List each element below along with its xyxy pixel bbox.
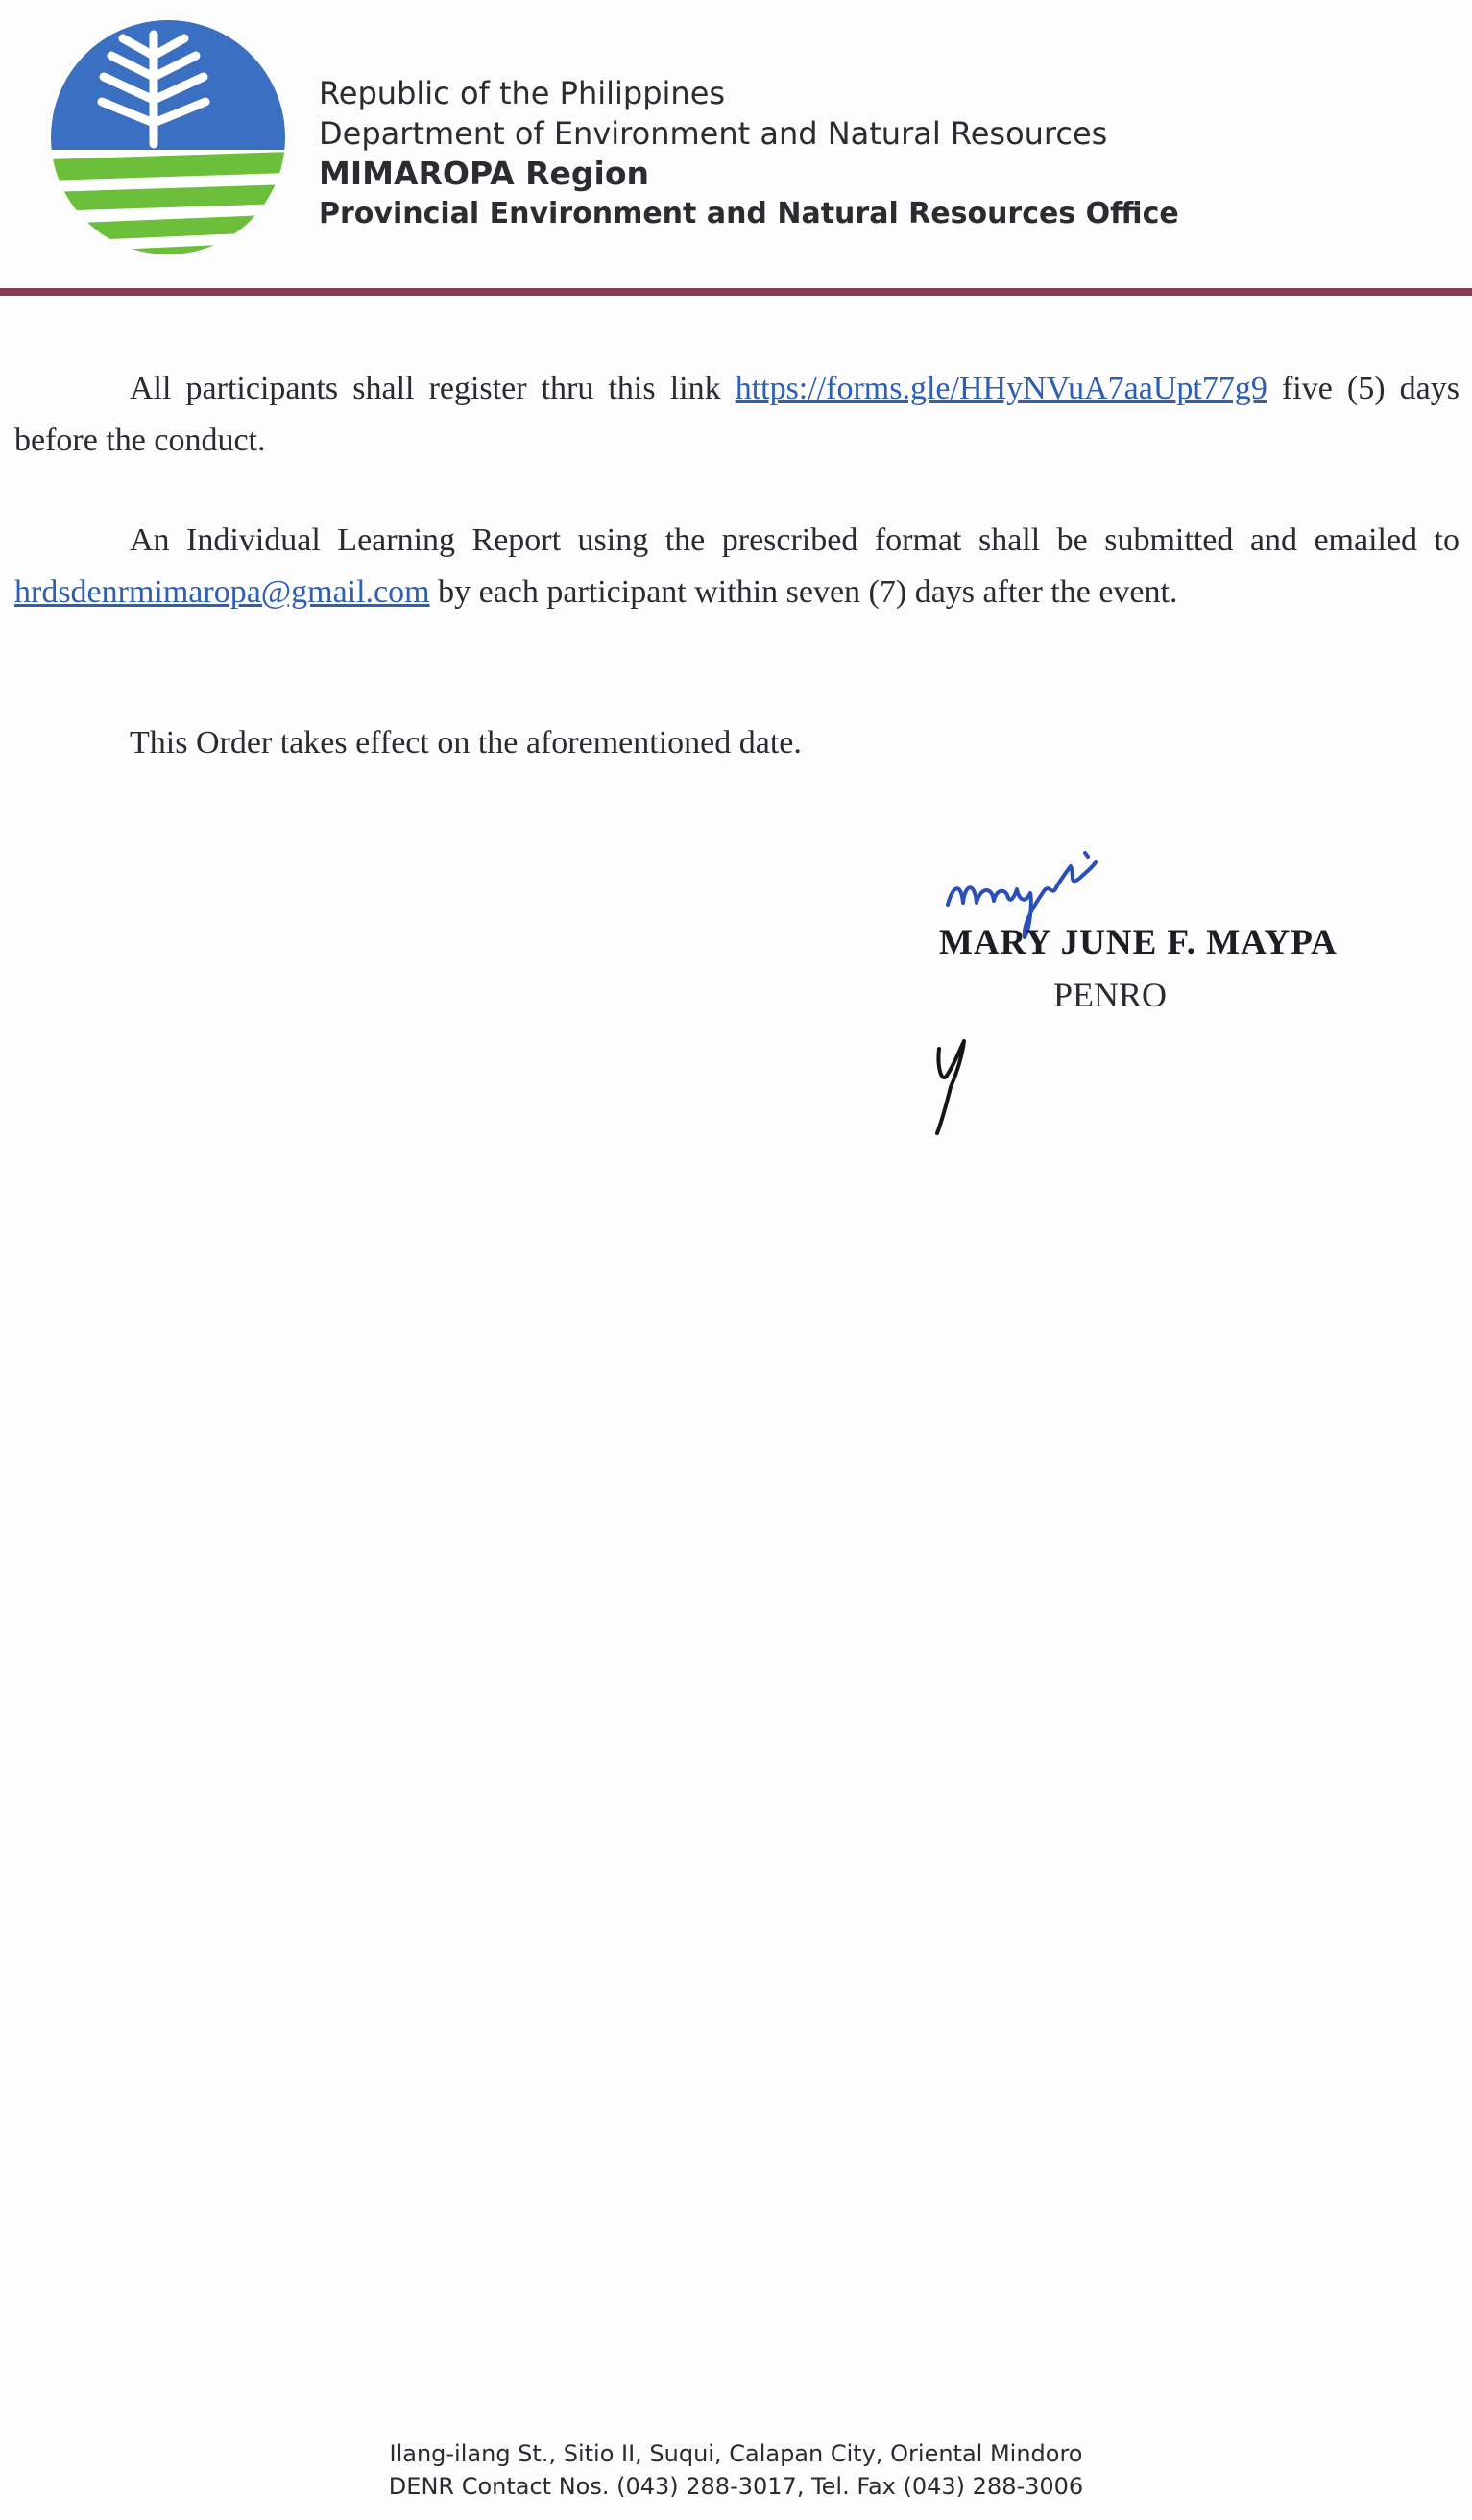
para1-text-after-link: five (5) days before the conduct. (14, 371, 1460, 458)
agency-name-block (319, 73, 1179, 234)
denr-logo (48, 17, 288, 257)
agency-line-region: MIMAROPA Region (319, 155, 650, 192)
handwritten-initial (922, 1028, 979, 1138)
agency-line-republic: Republic of the Philippines (319, 75, 726, 111)
para2-text-before-email: An Individual Learning Report using the prescribed format shall be submitted and emailed to (130, 522, 1460, 558)
signatory-title: PENRO (1053, 976, 1168, 1014)
footer-address: Ilang-ilang St., Sitio II, Suqui, Calapan City, Oriental Mindoro (389, 2440, 1083, 2467)
effectivity-text: This Order takes effect on the aforementioned date. (130, 725, 802, 761)
footer-address-block (0, 2437, 1472, 2503)
signatory-name: MARY JUNE F. MAYPA (939, 923, 1338, 962)
letterhead-divider (0, 288, 1472, 296)
para1-text-before-link: All participants shall register thru this link (130, 371, 736, 406)
para2-text-after-email: by each participant within seven (7) days after the event. (429, 574, 1178, 610)
agency-line-department: Department of Environment and Natural Resources (319, 115, 1108, 152)
footer-contact: DENR Contact Nos. (043) 288-3017, Tel. Fax (043) 288-3006 (388, 2473, 1084, 2500)
hrd-email-link[interactable]: hrdsdenrmimaropa@gmail.com (14, 574, 430, 610)
agency-line-office: Provincial Environment and Natural Resources Office (319, 197, 1179, 230)
letterhead (0, 0, 1472, 288)
registration-link[interactable]: https://forms.gle/HHyNVuA7aaUpt77g9 (735, 371, 1267, 406)
learning-report-paragraph (14, 515, 1460, 618)
registration-paragraph (14, 363, 1460, 467)
effectivity-paragraph (14, 717, 1460, 769)
